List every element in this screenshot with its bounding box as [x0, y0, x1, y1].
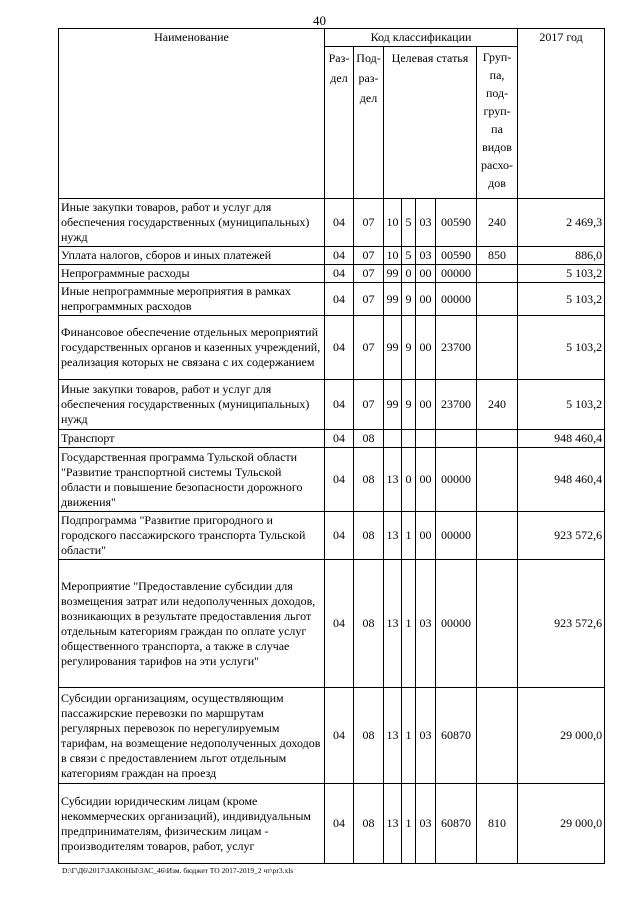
row-section: 04 — [325, 560, 354, 688]
row-subsection: 08 — [354, 430, 384, 448]
row-subprogram-code: 9 — [402, 316, 416, 380]
row-subsection: 07 — [354, 316, 384, 380]
row-event-code: 00 — [416, 380, 436, 430]
row-event-code — [416, 430, 436, 448]
row-direction-code: 00590 — [436, 199, 477, 247]
row-program-code: 99 — [384, 380, 402, 430]
row-expense-group — [477, 560, 518, 688]
row-amount: 948 460,4 — [518, 430, 605, 448]
row-expense-group — [477, 265, 518, 283]
row-section: 04 — [325, 283, 354, 316]
table-row — [59, 316, 605, 380]
row-direction-code: 00000 — [436, 448, 477, 512]
row-subprogram-code: 1 — [402, 560, 416, 688]
row-section: 04 — [325, 247, 354, 265]
row-amount: 923 572,6 — [518, 512, 605, 560]
row-section: 04 — [325, 199, 354, 247]
row-event-code: 03 — [416, 199, 436, 247]
header-name: Наименование — [59, 29, 325, 199]
row-program-code: 13 — [384, 688, 402, 784]
row-subprogram-code — [402, 430, 416, 448]
header-year: 2017 год — [518, 29, 605, 199]
row-section: 04 — [325, 430, 354, 448]
row-program-code: 99 — [384, 316, 402, 380]
table-row — [59, 688, 605, 784]
row-subsection: 07 — [354, 283, 384, 316]
row-subsection: 07 — [354, 380, 384, 430]
row-direction-code: 60870 — [436, 784, 477, 864]
row-direction-code: 60870 — [436, 688, 477, 784]
header-row-1 — [59, 29, 605, 47]
row-expense-group: 240 — [477, 380, 518, 430]
row-name: Иные закупки товаров, работ и услуг для обеспечения государственных (муниципальных) нужд — [59, 380, 325, 430]
row-amount: 5 103,2 — [518, 283, 605, 316]
row-amount: 5 103,2 — [518, 380, 605, 430]
table-row — [59, 247, 605, 265]
row-subprogram-code: 9 — [402, 283, 416, 316]
row-expense-group — [477, 316, 518, 380]
row-subsection: 08 — [354, 448, 384, 512]
row-section: 04 — [325, 265, 354, 283]
table-row — [59, 512, 605, 560]
row-section: 04 — [325, 512, 354, 560]
row-name: Мероприятие "Предоставление субсидии для возмещения затрат или недополученных доходов, возникающих в результате предоставления льгот отдельным категориям граждан по оплате услуг общественного транспорта, а также в случае регулирования тарифов на эти услуги" — [59, 560, 325, 688]
row-expense-group: 240 — [477, 199, 518, 247]
footer-file-path: D:\Г\Д6\2017\ЗАКОНЫ\ЗАС_46\Изм. бюджет ТО 2017-2019_2 чт\pr3.xls — [62, 866, 294, 875]
row-section: 04 — [325, 380, 354, 430]
row-program-code: 99 — [384, 283, 402, 316]
row-amount: 923 572,6 — [518, 560, 605, 688]
table-row — [59, 448, 605, 512]
row-section: 04 — [325, 316, 354, 380]
row-name: Непрограммные расходы — [59, 265, 325, 283]
row-direction-code: 00590 — [436, 247, 477, 265]
row-subprogram-code: 0 — [402, 448, 416, 512]
row-expense-group — [477, 448, 518, 512]
row-direction-code: 00000 — [436, 512, 477, 560]
row-name: Уплата налогов, сборов и иных платежей — [59, 247, 325, 265]
row-expense-group — [477, 512, 518, 560]
table-row — [59, 430, 605, 448]
row-subprogram-code: 5 — [402, 247, 416, 265]
row-event-code: 00 — [416, 265, 436, 283]
row-amount: 948 460,4 — [518, 448, 605, 512]
header-subsection: Под- раз- дел — [354, 47, 384, 199]
row-subsection: 07 — [354, 265, 384, 283]
row-direction-code: 23700 — [436, 316, 477, 380]
row-expense-group: 850 — [477, 247, 518, 265]
row-section: 04 — [325, 784, 354, 864]
row-subprogram-code: 1 — [402, 512, 416, 560]
row-direction-code: 23700 — [436, 380, 477, 430]
row-subsection: 07 — [354, 199, 384, 247]
row-name: Субсидии организациям, осуществляющим пассажирские перевозки по маршрутам регулярных перевозок по нерегулируемым тарифам, на возмещение недополученных доходов в связи с предоставлением льгот отдельным категориям граждан на проезд — [59, 688, 325, 784]
row-direction-code: 00000 — [436, 560, 477, 688]
row-subprogram-code: 5 — [402, 199, 416, 247]
row-program-code: 10 — [384, 247, 402, 265]
table-row — [59, 784, 605, 864]
row-program-code: 13 — [384, 784, 402, 864]
header-expense-group: Груп- па, под- груп- па видов расхо- дов — [477, 47, 518, 199]
row-subsection: 08 — [354, 688, 384, 784]
row-direction-code — [436, 430, 477, 448]
row-amount: 29 000,0 — [518, 784, 605, 864]
row-subsection: 07 — [354, 247, 384, 265]
row-section: 04 — [325, 688, 354, 784]
row-subprogram-code: 9 — [402, 380, 416, 430]
row-subsection: 08 — [354, 560, 384, 688]
row-program-code: 10 — [384, 199, 402, 247]
page-number: 40 — [313, 13, 326, 28]
header-section: Раз- дел — [325, 47, 354, 199]
row-expense-group: 810 — [477, 784, 518, 864]
row-subprogram-code: 0 — [402, 265, 416, 283]
row-subprogram-code: 1 — [402, 688, 416, 784]
row-amount: 5 103,2 — [518, 316, 605, 380]
header-target-article: Целевая статья — [384, 47, 477, 199]
table-row — [59, 199, 605, 247]
table-body — [59, 199, 605, 864]
table-row — [59, 380, 605, 430]
row-event-code: 03 — [416, 688, 436, 784]
row-subsection: 08 — [354, 784, 384, 864]
row-name: Финансовое обеспечение отдельных мероприятий государственных органов и казенных учреждений, реализация которых не связана с их содержанием — [59, 316, 325, 380]
row-event-code: 00 — [416, 283, 436, 316]
row-name: Иные закупки товаров, работ и услуг для обеспечения государственных (муниципальных) нужд — [59, 199, 325, 247]
row-event-code: 00 — [416, 316, 436, 380]
row-direction-code: 00000 — [436, 283, 477, 316]
row-event-code: 00 — [416, 512, 436, 560]
table-row — [59, 283, 605, 316]
row-subprogram-code: 1 — [402, 784, 416, 864]
row-expense-group — [477, 283, 518, 316]
row-name: Иные непрограммные мероприятия в рамках непрограммных расходов — [59, 283, 325, 316]
row-program-code: 99 — [384, 265, 402, 283]
row-program-code: 13 — [384, 448, 402, 512]
row-program-code — [384, 430, 402, 448]
table-row — [59, 560, 605, 688]
row-amount: 29 000,0 — [518, 688, 605, 784]
row-event-code: 03 — [416, 784, 436, 864]
row-name: Государственная программа Тульской области "Развитие транспортной системы Тульской области и повышение безопасности дорожного движения" — [59, 448, 325, 512]
row-expense-group — [477, 688, 518, 784]
row-section: 04 — [325, 448, 354, 512]
row-amount: 886,0 — [518, 247, 605, 265]
table-row — [59, 265, 605, 283]
row-event-code: 00 — [416, 448, 436, 512]
row-subsection: 08 — [354, 512, 384, 560]
row-expense-group — [477, 430, 518, 448]
row-amount: 5 103,2 — [518, 265, 605, 283]
header-code-classification: Код классификации — [325, 29, 518, 47]
row-event-code: 03 — [416, 560, 436, 688]
row-amount: 2 469,3 — [518, 199, 605, 247]
budget-table — [58, 28, 605, 864]
row-program-code: 13 — [384, 560, 402, 688]
row-program-code: 13 — [384, 512, 402, 560]
row-direction-code: 00000 — [436, 265, 477, 283]
row-name: Транспорт — [59, 430, 325, 448]
row-name: Субсидии юридическим лицам (кроме некоммерческих организаций), индивидуальным предпринимателям, физическим лицам - производителям товаров, работ, услуг — [59, 784, 325, 864]
row-event-code: 03 — [416, 247, 436, 265]
row-name: Подпрограмма "Развитие пригородного и городского пассажирского транспорта Тульской области" — [59, 512, 325, 560]
